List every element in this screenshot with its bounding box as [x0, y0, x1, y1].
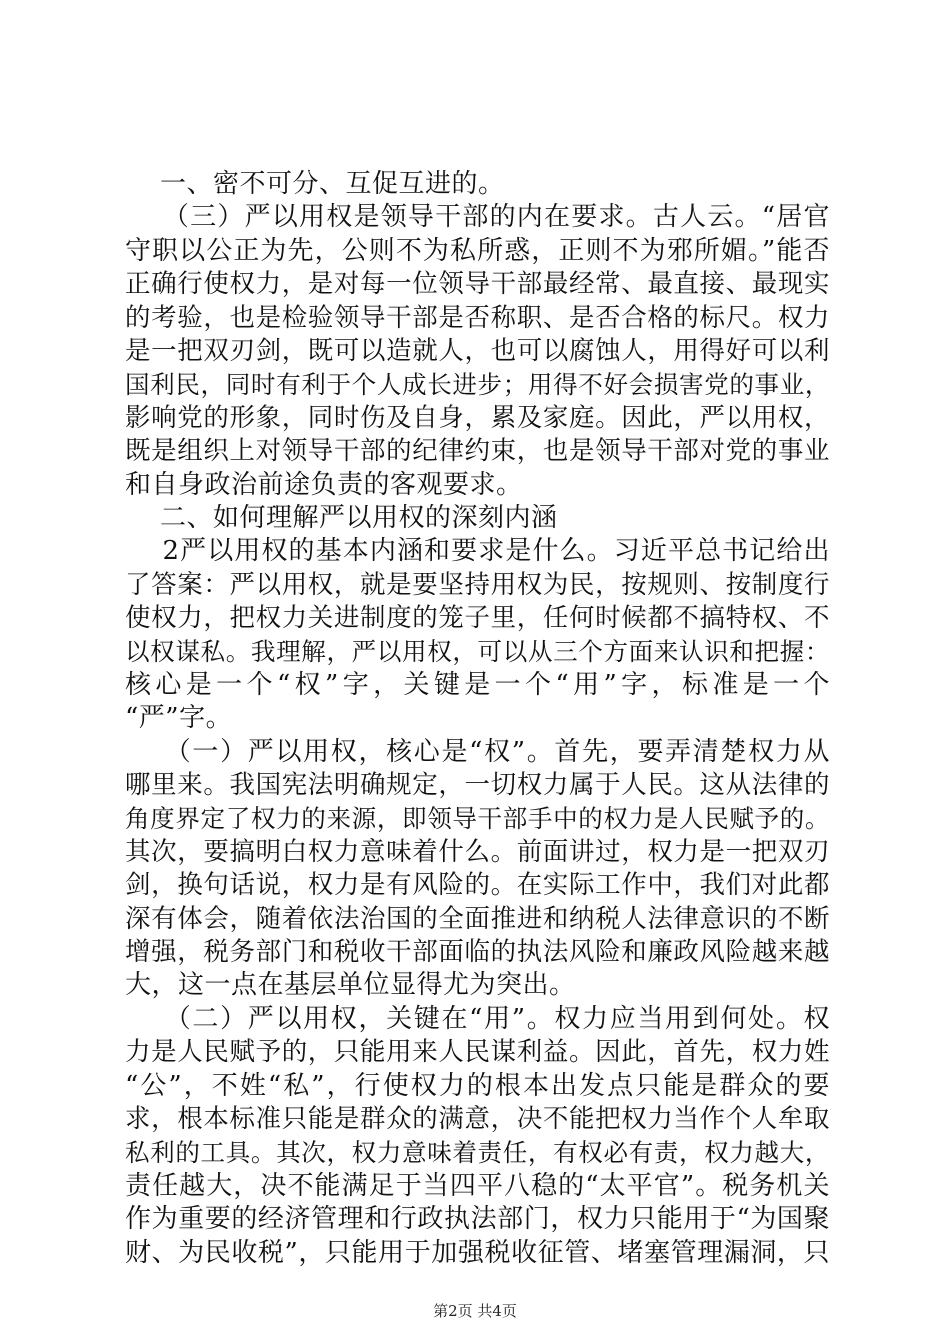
document-body: [125, 168, 830, 1270]
text-line: 哪里来。我国宪法明确规定，一切权力属于人民。这从法律的: [125, 770, 830, 801]
section-heading: 二、如何理解严以用权的深刻内涵: [125, 502, 558, 533]
text-line: 守职以公正为先，公则不为私所惑，正则不为邪所媚。”能否: [125, 235, 830, 266]
text-line: “严”字。: [125, 703, 233, 734]
text-line: （三）严以用权是领导干部的内在要求。古人云。“居官: [125, 202, 830, 233]
text-line: 财、为民收税”，只能用于加强税收征管、堵塞管理漏洞，只: [125, 1237, 830, 1268]
text-line: 力是人民赋予的，只能用来人民谋利益。因此，首先，权力姓: [125, 1037, 830, 1068]
text-line: 2严以用权的基本内涵和要求是什么。习近平总书记给出: [125, 536, 830, 567]
page-number: 第2页 共4页: [433, 1302, 517, 1320]
text-line: 责任越大，决不能满足于当四平八稳的“太平官”。税务机关: [125, 1170, 830, 1201]
text-line: 和自身政治前途负责的客观要求。: [125, 469, 523, 500]
text-line: 私利的工具。其次，权力意味着责任，有权必有责，权力越大，: [125, 1138, 830, 1168]
text-line: 剑，换句话说，权力是有风险的。在实际工作中，我们对此都: [125, 870, 830, 901]
text-line: 增强，税务部门和税收干部面临的执法风险和廉政风险越来越: [125, 936, 830, 967]
text-line: 一、密不可分、互促互进的。: [125, 169, 505, 199]
text-line: （一）严以用权，核心是“权”。首先，要弄清楚权力从: [125, 736, 830, 767]
text-line: 既是组织上对领导干部的纪律约束，也是领导干部对党的事业: [125, 436, 830, 467]
text-line: “公”，不姓“私”，行使权力的根本出发点只能是群众的要: [125, 1070, 830, 1101]
text-line: 作为重要的经济管理和行政执法部门，权力只能用于“为国聚: [125, 1204, 830, 1235]
text-line: 求，根本标准只能是群众的满意，决不能把权力当作个人牟取: [125, 1103, 830, 1134]
text-line: 角度界定了权力的来源，即领导干部手中的权力是人民赋予的。: [125, 804, 830, 834]
text-line: （二）严以用权，关键在“用”。权力应当用到何处。权: [125, 1003, 830, 1034]
text-line: 影响党的形象，同时伤及自身，累及家庭。因此，严以用权，: [125, 402, 830, 433]
text-line: 其次，要搞明白权力意味着什么。前面讲过，权力是一把双刃: [125, 836, 830, 867]
text-line: 深有体会，随着依法治国的全面推进和纳税人法律意识的不断: [125, 903, 830, 934]
text-line: 了答案：严以用权，就是要坚持用权为民，按规则、按制度行: [125, 569, 830, 600]
text-line: 国利民，同时有利于个人成长进步；用得不好会损害党的事业，: [125, 370, 830, 400]
text-line: 是一把双刃剑，既可以造就人，也可以腐蚀人，用得好可以利: [125, 335, 830, 366]
text-line: 使权力，把权力关进制度的笼子里，任何时候都不搞特权、不: [125, 603, 830, 634]
text-line: 核心是一个“权”字，关键是一个“用”字，标准是一个: [125, 669, 830, 700]
text-line: 的考验，也是检验领导干部是否称职、是否合格的标尺。权力: [125, 302, 830, 333]
text-line: 正确行使权力，是对每一位领导干部最经常、最直接、最现实: [125, 269, 830, 300]
text-line: 大，这一点在基层单位显得尤为突出。: [125, 970, 576, 1001]
page-footer: [0, 1300, 950, 1321]
text-line: 以权谋私。我理解，严以用权，可以从三个方面来认识和把握：: [125, 637, 830, 667]
